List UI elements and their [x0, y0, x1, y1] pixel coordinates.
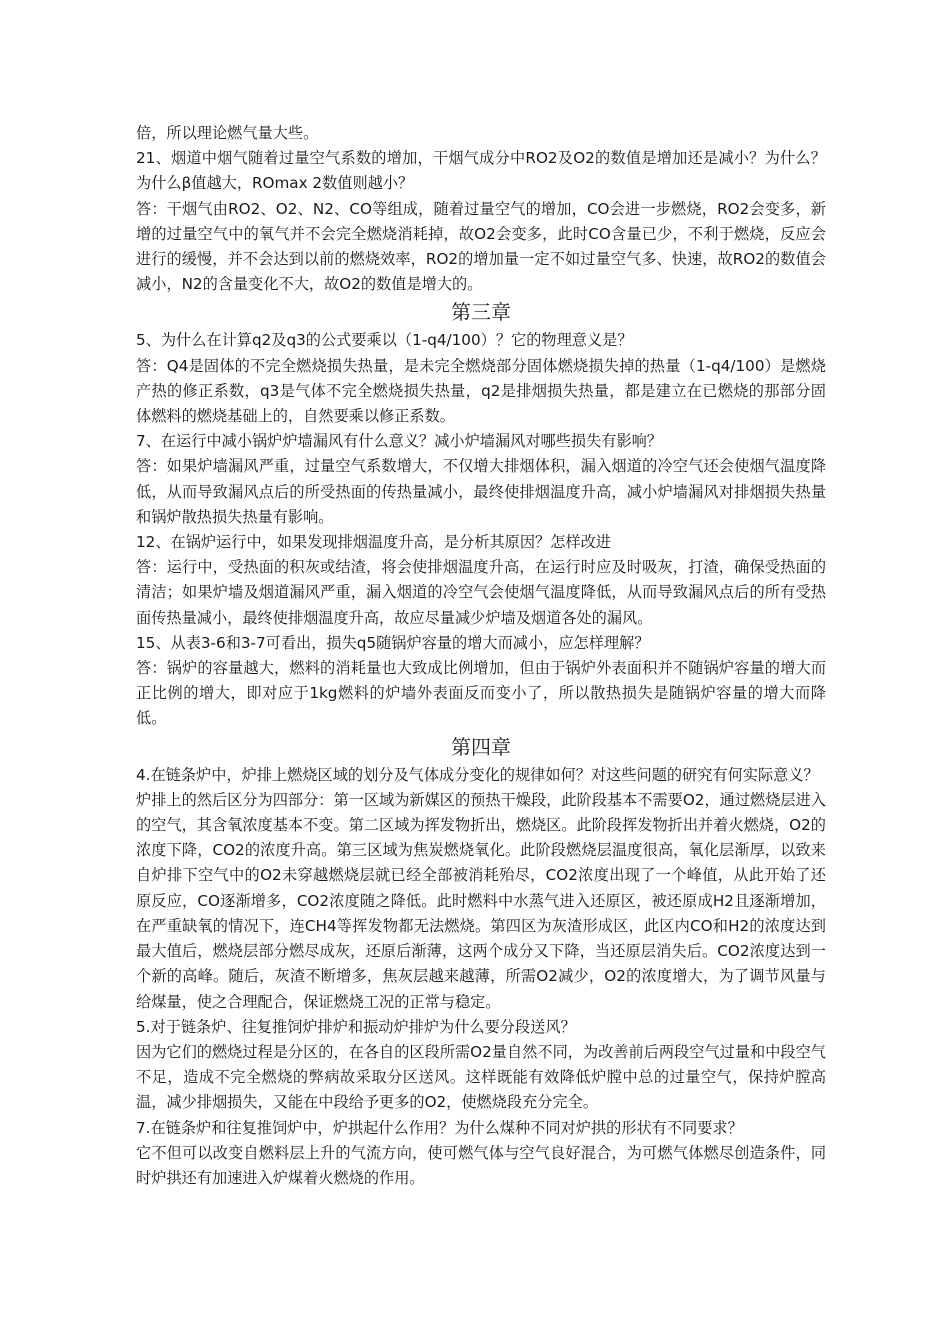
- answer-3-5: 答：Q4是固体的不完全燃烧损失热量，是未完全燃烧部分固体燃烧损失掉的热量（1-q4/100）是燃烧产热的修正系数，q3是气体不完全燃烧损失热量，q2是排烟损失热量，都是建立在已燃烧的那部分固体燃料的燃烧基础上的，自然要乘以修正系数。: [136, 356, 826, 426]
- answer-3-15: 答：锅炉的容量越大，燃料的消耗量也大致成比例增加，但由于锅炉外表面积并不随锅炉容量的增大而正比例的增大，即对应于1kg燃料的炉墙外表面反而变小了，所以散热损失是随锅炉容量的增大而降低。: [136, 659, 826, 728]
- answer-4-4: 炉排上的然后区分为四部分：第一区域为新媒区的预热干燥段，此阶段基本不需要O2，通过燃烧层进入的空气，其含氧浓度基本不变。第二区域为挥发物折出，燃烧区。此阶段挥发物折出并着火燃烧，O2的浓度下降，CO2的浓度升高。第三区域为焦炭燃烧氧化。此阶段燃烧层温度很高，氧化层渐厚，以致来自炉排下空气中的O2未穿越燃烧层就已经全部被消耗殆尽，CO2浓度出现了一个峰值，从此开始了还原反应，CO逐渐增多，CO2浓度随之降低。此时燃料中水蒸气进入还原区，被还原成H2且逐渐增加，在严重缺氧的情况下，连CH4等挥发物都无法燃烧。第四区为灰渣形成区，此区内CO和H2的浓度达到最大值后，燃烧层部分燃尽成灰，还原后渐薄，这两个成分又下降，当还原层消失后。CO2浓度达到一个新的高峰。随后，灰渣不断增多，焦灰层越来越薄，所需O2减少，O2的浓度增大，为了调节风量与给煤量，使之合理配合，保证燃烧工况的正常与稳定。: [136, 790, 826, 1011]
- answer-21: 答：干烟气由RO2、O2、N2、CO等组成，随着过量空气的增加，CO会进一步燃烧，RO2会变多，新增的过量空气中的氧气并不会完全燃烧消耗掉，故O2会变多，此时CO含量已少，不利于燃烧，反应会进行的缓慢，并不会达到以前的燃烧效率，RO2的增加量一定不如过量空气多、快速，故RO2的数值会减小，N2的含量变化不大，故O2的数值是增大的。: [136, 199, 826, 294]
- question-4-7: 7.在链条炉和往复推饲炉中，炉拱起什么作用？为什么煤种不同对炉拱的形状有不同要求？: [136, 1118, 743, 1137]
- answer-4-5: 因为它们的燃烧过程是分区的，在各自的区段所需O2量自然不同，为改善前后两段空气过量和中段空气不足，造成不完全燃烧的弊病故采取分区送风。这样既能有效降低炉膛中总的过量空气，保持炉膛高温，减少排烟损失，又能在中段给予更多的O2，使燃烧段充分完全。: [136, 1042, 826, 1112]
- answer-3-12: 答：运行中，受热面的积灰或结渣，将会使排烟温度升高，在运行时应及时吸灰，打渣，确保受热面的清洁；如果炉墙及烟道漏风严重，漏入烟道的冷空气会使烟气温度降低，从而导致漏风点后的所有受热面传热量减小，最终使排烟温度升高，故应尽量减少炉墙及烟道各处的漏风。: [136, 558, 826, 627]
- question-3-7: 7、在运行中减小锅炉炉墙漏风有什么意义？减小炉墙漏风对哪些损失有影响？: [136, 432, 663, 451]
- question-3-5: 5、为什么在计算q2及q3的公式要乘以（1-q4/100）？它的物理意义是？: [136, 331, 633, 350]
- question-4-5: 5.对于链条炉、往复推饲炉排炉和振动炉排炉为什么要分段送风？: [136, 1017, 576, 1036]
- document-page: [136, 121, 826, 1191]
- chapter-3-heading: 第三章: [451, 300, 511, 325]
- question-3-15: 15、从表3-6和3-7可看出，损失q5随锅炉容量的增大而减小，应怎样理解？: [136, 633, 650, 652]
- question-4-4: 4.在链条炉中，炉排上燃烧区域的划分及气体成分变化的规律如何？对这些问题的研究有何实际意义？: [136, 765, 819, 784]
- paragraph-continuation: 倍，所以理论燃气量大些。: [136, 124, 319, 142]
- answer-4-7: 它不但可以改变自燃料层上升的气流方向，使可燃气体与空气良好混合，为可燃气体燃尽创造条件，同时炉拱还有加速进入炉煤着火燃烧的作用。: [136, 1143, 826, 1187]
- answer-3-7: 答：如果炉墙漏风严重，过量空气系数增大，不仅增大排烟体积，漏入烟道的冷空气还会使烟气温度降低，从而导致漏风点后的所受热面的传热量减小，最终使排烟温度升高，减小炉墙漏风对排烟损失热量和锅炉散热损失热量有影响。: [136, 457, 826, 526]
- question-21: 21、烟道中烟气随着过量空气系数的增加，干烟气成分中RO2及O2的数值是增加还是减小？为什么？为什么β值越大，ROmax 2数值则越小？: [136, 149, 826, 193]
- question-3-12: 12、在锅炉运行中，如果发现排烟温度升高，是分析其原因？怎样改进: [136, 533, 611, 552]
- chapter-4-heading: 第四章: [451, 734, 511, 759]
